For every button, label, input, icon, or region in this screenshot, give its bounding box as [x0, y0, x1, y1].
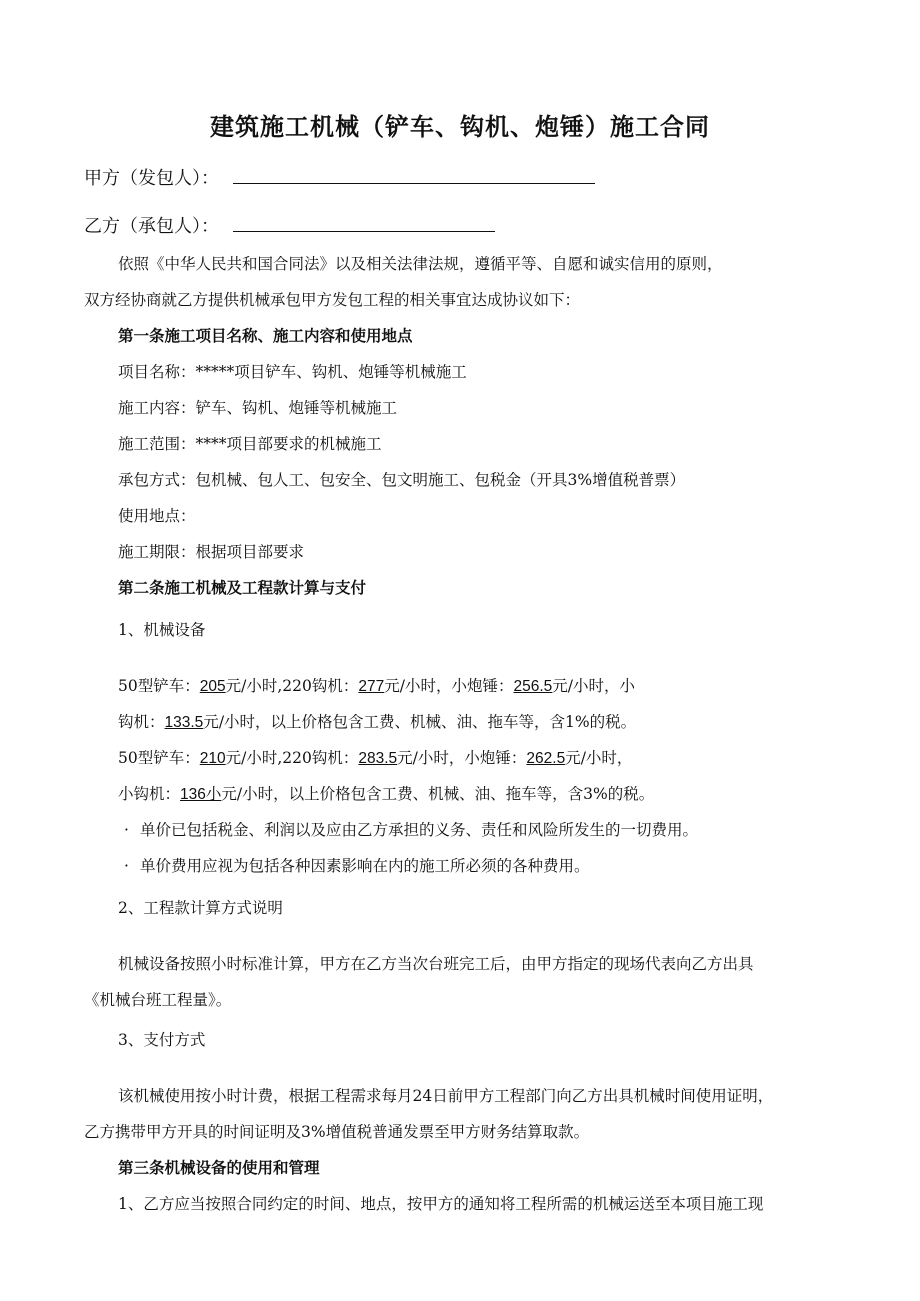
article2-sub1: 1、机械设备: [118, 621, 206, 639]
article1-item-content: 施工内容：铲车、钩机、炮锤等机械施工: [118, 399, 398, 417]
article2-sub3: 3、支付方式: [118, 1031, 206, 1049]
price1-excavator-value: 277: [358, 678, 385, 695]
pay-line-1: 该机械使用按小时计费，根据工程需求每月24日前甲方工程部门向乙方出具机械时间使用证明，: [118, 1087, 774, 1105]
price2-small-excavator-note: 元/小时，以上价格包含工费、机械、油、拖车等，含3%的税。: [221, 785, 655, 803]
article1-item-project-name: 项目名称：*****项目铲车、钩机、炮锤等机械施工: [118, 363, 467, 381]
bullet-text-1: 单价已包括税金、利润以及应由乙方承担的义务、责任和风险所发生的一切费用。: [140, 821, 699, 839]
price1-excavator-label: 220钩机：: [282, 677, 359, 695]
bullet-text-2: 单价费用应视为包括各种因素影响在内的施工所必须的各种费用。: [140, 857, 590, 875]
price2-small-excavator-value: 136小: [180, 786, 222, 803]
price2-small-excavator-label: 小钩机：: [118, 785, 181, 803]
price1-excavator-unit: 元/小时，: [384, 677, 452, 695]
article3-heading: 第三条机械设备的使用和管理: [118, 1159, 320, 1177]
price1-loader-unit: 元/小时,: [225, 677, 283, 695]
price2-line1: [118, 748, 632, 769]
price1-loader-value: 205: [199, 678, 226, 695]
price1-small-excavator-label: 钩机：: [118, 713, 165, 731]
price1-breaker-unit: 元/小时，小: [552, 677, 636, 695]
article3-item-1: 1、乙方应当按照合同约定的时间、地点，按甲方的通知将工程所需的机械运送至本项目施工现: [118, 1195, 764, 1213]
calc-line-1: 机械设备按照小时标准计算，甲方在乙方当次台班完工后，由甲方指定的现场代表向乙方出具: [118, 955, 754, 973]
party-b-line: [84, 214, 495, 239]
party-b-label: 乙方（承包人）：: [84, 216, 219, 237]
price2-line2: [118, 784, 654, 805]
party-a-line: [84, 166, 595, 191]
price2-breaker-unit: 元/小时，: [565, 749, 633, 767]
price2-breaker-value: 262.5: [526, 750, 566, 767]
bullet-dot-icon: ·: [124, 857, 129, 875]
price2-breaker-label: 小炮锤：: [464, 749, 527, 767]
price2-excavator-unit: 元/小时，: [397, 749, 465, 767]
price1-line2: [118, 712, 636, 733]
price1-breaker-label: 小炮锤：: [451, 677, 514, 695]
price1-loader-label: 50型铲车：: [118, 677, 200, 695]
bullet-item-1: [124, 820, 698, 840]
intro-line-1: 依照《中华人民共和国合同法》以及相关法律法规，遵循平等、自愿和诚实信用的原则，: [118, 255, 723, 273]
pay-line-2: 乙方携带甲方开具的时间证明及3%增值税普通发票至甲方财务结算取款。: [84, 1123, 590, 1141]
price2-excavator-value: 283.5: [358, 750, 398, 767]
price2-loader-label: 50型铲车：: [118, 749, 200, 767]
article1-item-method: 承包方式：包机械、包人工、包安全、包文明施工、包税金（开具3%增值税普票）: [118, 471, 686, 489]
bullet-dot-icon: ·: [124, 821, 129, 839]
party-a-label: 甲方（发包人）：: [84, 168, 219, 189]
article1-item-period: 施工期限：根据项目部要求: [118, 543, 305, 561]
calc-line-2: 《机械台班工程量》。: [84, 991, 232, 1009]
article1-heading: 第一条施工项目名称、施工内容和使用地点: [118, 327, 413, 345]
party-b-blank[interactable]: [233, 214, 495, 232]
article1-item-location: 使用地点：: [118, 507, 196, 525]
article1-item-scope: 施工范围：****项目部要求的机械施工: [118, 435, 382, 453]
article2-sub2: 2、工程款计算方式说明: [118, 899, 283, 917]
intro-line-2: 双方经协商就乙方提供机械承包甲方发包工程的相关事宜达成协议如下：: [84, 291, 581, 309]
bullet-item-2: [124, 856, 590, 876]
price2-loader-unit: 元/小时,: [225, 749, 283, 767]
article2-heading: 第二条施工机械及工程款计算与支付: [118, 579, 367, 597]
price1-breaker-value: 256.5: [513, 678, 553, 695]
price2-excavator-label: 220钩机：: [282, 749, 359, 767]
price1-small-excavator-value: 133.5: [164, 714, 204, 731]
price2-loader-value: 210: [199, 750, 226, 767]
price1-small-excavator-note: 元/小时，以上价格包含工费、机械、油、拖车等，含1%的税。: [203, 713, 637, 731]
price1-line1: [118, 676, 635, 697]
contract-title: 建筑施工机械（铲车、钩机、炮锤）施工合同: [210, 113, 710, 141]
party-a-blank[interactable]: [233, 166, 595, 184]
